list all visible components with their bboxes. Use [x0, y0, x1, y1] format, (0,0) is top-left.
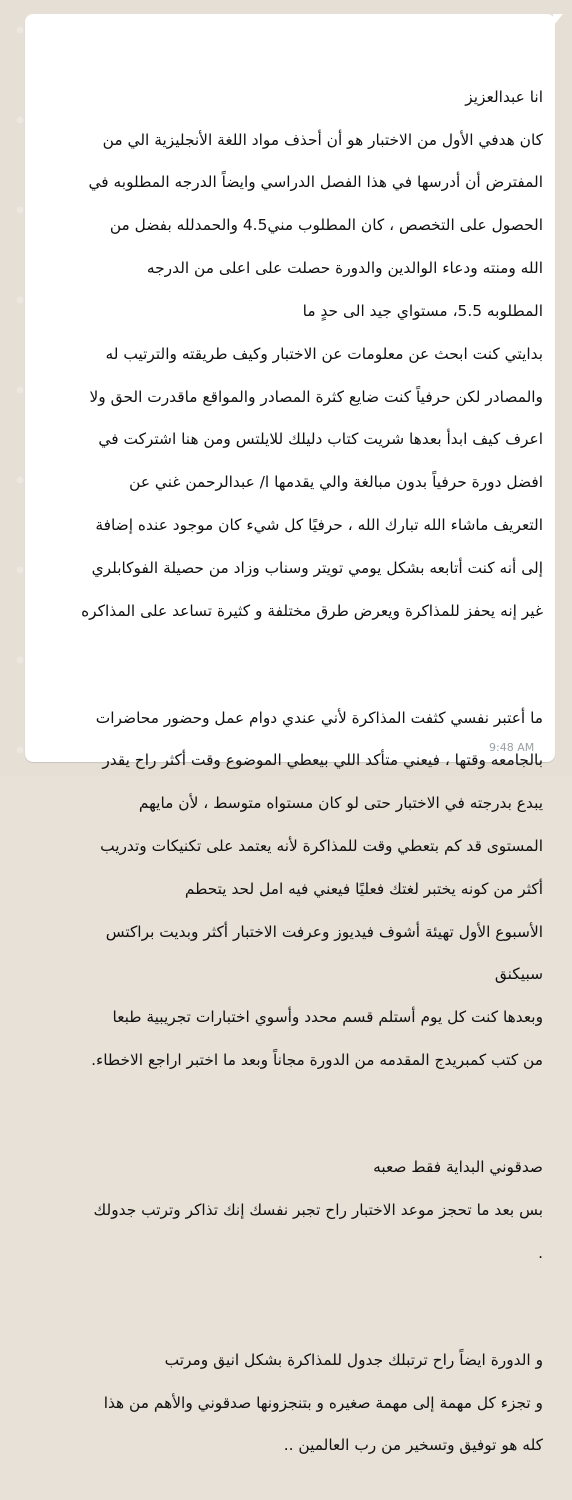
message-bubble[interactable] [25, 14, 555, 1455]
bubble-tail [553, 14, 563, 26]
message-line: انا عبدالعزيز [465, 87, 543, 106]
paragraph-3 [35, 1136, 543, 1286]
paragraph-1 [35, 65, 543, 643]
message-line: و تجزء كل مهمة إلى مهمة صغيره و بتنجزونها صدقوني والأهم من هذا [103, 1393, 543, 1412]
message-line: إلى أنه كنت أتابعه بشكل يومي تويتر وسناب وزاد من حصيلة الفوكابلري [91, 558, 543, 577]
message-text [35, 44, 543, 1500]
message-line: الأسبوع الأول تهيئة أشوف فيديوز وعرفت الاختبار أكثر وبديت براكتس [105, 922, 543, 941]
message-line: المستوى قد كم بتعطي وقت للمذاكرة لأنه يعتمد على تكنيكات وتدريب [100, 837, 543, 856]
message-line: المطلوبه 5.5، مستواي جيد الى حدٍ ما [302, 301, 543, 320]
message-line: بدايتي كنت ابحث عن معلومات عن الاختبار وكيف طريقته والترتيب له [105, 344, 543, 363]
message-line: كان هدفي الأول من الاختبار هو أن أحذف مواد اللغة الأنجليزية الي من [102, 130, 543, 149]
message-line: بس بعد ما تحجز موعد الاختبار راح تجبر نفسك إنك تذاكر وترتب جدولك [93, 1200, 543, 1219]
message-line: اعرف كيف ابدأ بعدها شريت كتاب دليلك للايلتس ومن هنا اشتركت في [98, 430, 543, 449]
message-line: . [538, 1243, 543, 1262]
message-line: ما أعتبر نفسي كثفت المذاكرة لأني عندي دوام عمل وحضور محاضرات [95, 708, 543, 727]
message-line: الله ومنته ودعاء الوالدين والدورة حصلت على اعلى من الدرجه [146, 259, 543, 278]
message-line: الحصول على التخصص ، كان المطلوب مني4.5 والحمدلله بفضل من [109, 216, 543, 235]
message-line: يبدع بدرجته في الاختبار حتى لو كان مستواه متوسط ، لأن مايهم [138, 794, 543, 813]
message-line: المفترض أن أدرسها في هذا الفصل الدراسي وايضاً الدرجه المطلوبه في [88, 173, 543, 192]
paragraph-2 [35, 686, 543, 1093]
message-line: سبيكنق [494, 965, 543, 984]
message-line: أكثر من كونه يختبر لغتك فعليًا فيعني فيه امل لحد يتحطم [184, 879, 543, 898]
message-line: والمصادر لكن حرفياً كنت ضايع كثرة المصادر والمواقع ماقدرت الحق ولا [89, 387, 543, 406]
message-line: التعريف ماشاء الله تبارك الله ، حرفيًا كل شيء كان موجود عنده إضافة [95, 515, 543, 534]
message-line: وبعدها كنت كل يوم أستلم قسم محدد وأسوي اختبارات تجريبية طبعا [112, 1008, 543, 1027]
paragraph-4 [35, 1328, 543, 1478]
message-line: و الدورة ايضاً راح ترتبلك جدول للمذاكرة بشكل انيق ومرتب [164, 1350, 543, 1369]
message-line: من كتب كمبريدج المقدمه من الدورة مجاناً وبعد ما اختبر اراجع الاخطاء. [91, 1051, 543, 1070]
message-line: بالجامعه وقتها ، فيعني متأكد اللي بيعطي الموضوع وقت أكثر راح يقدر [102, 751, 543, 770]
message-line: كله هو توفيق وتسخير من رب العالمين .. [283, 1436, 543, 1455]
message-timestamp: 9:48 AM [489, 741, 535, 754]
message-line: غير إنه يحفز للمذاكرة ويعرض طرق مختلفة و كثيرة تساعد على المذاكره [81, 601, 543, 620]
message-line: صدقوني البداية فقط صعبه [373, 1158, 543, 1177]
message-line: افضل دورة حرفياً بدون مبالغة والي يقدمها ا/ عبدالرحمن غني عن [129, 473, 543, 492]
